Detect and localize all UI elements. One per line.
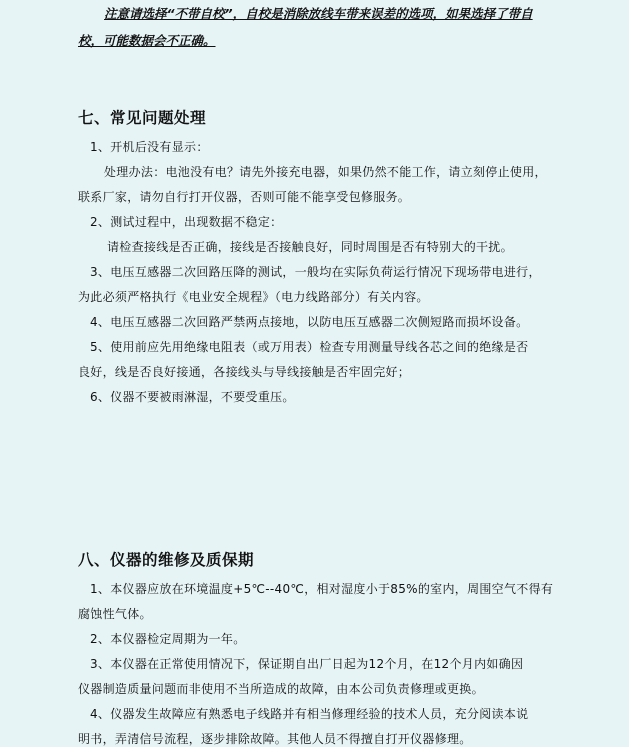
section-8-item-3: 3、本仪器在正常使用情况下，保证期自出厂日起为12个月，在12个月内如确因 — [90, 657, 524, 671]
note-line-2: 校，可能数据会不正确。 — [78, 33, 216, 48]
section-8-item-3-cont: 仪器制造质量问题而非使用不当所造成的故障，由本公司负责修理或更换。 — [78, 682, 484, 696]
section-7-item-2: 2、测试过程中，出现数据不稳定： — [90, 215, 283, 229]
section-8-item-1: 1、本仪器应放在环境温度+5℃--40℃，相对湿度小于85%的室内，周围空气不得有 — [90, 582, 554, 596]
section-7-item-2-solution: 请检查接线是否正确，接线是否接触良好，同时周围是否有特别大的干扰。 — [107, 240, 513, 254]
section-7-item-6: 6、仪器不要被雨淋湿，不要受重压。 — [90, 390, 295, 404]
section-8-item-4: 4、仪器发生故障应有熟悉电子线路并有相当修理经验的技术人员，充分阅读本说 — [90, 707, 529, 721]
self-calibration-note — [78, 0, 578, 54]
section-7-item-1-solution-cont: 联系厂家，请勿自行打开仪器，否则可能不能享受包修服务。 — [78, 190, 411, 204]
section-8-item-2: 2、本仪器检定周期为一年。 — [90, 632, 246, 646]
section-7-heading: 七、常见问题处理 — [78, 109, 207, 127]
section-7-item-1-solution: 处理办法：电池没有电？请先外接充电器，如果仍然不能工作，请立刻停止使用， — [104, 165, 547, 179]
section-8-item-1-cont: 腐蚀性气体。 — [78, 607, 152, 621]
section-7-item-4: 4、电压互感器二次回路严禁两点接地，以防电压互感器二次侧短路而损坏设备。 — [90, 315, 529, 329]
note-line-1: 注意请选择“不带自校”，自校是消除放线车带来误差的选项，如果选择了带自 — [104, 6, 533, 21]
section-7-item-3-cont: 为此必须严格执行《电业安全规程》（电力线路部分）有关内容。 — [78, 290, 429, 304]
section-7-item-1: 1、开机后没有显示： — [90, 140, 209, 154]
section-7-item-5-cont: 良好，线是否良好接通，各接线头与导线接触是否牢固完好； — [78, 365, 411, 379]
section-8-item-4-cont: 明书，弄清信号流程，逐步排除故障。其他人员不得擅自打开仪器修理。 — [78, 732, 472, 746]
section-8-heading: 八、仪器的维修及质保期 — [78, 551, 255, 569]
section-7-item-5: 5、使用前应先用绝缘电阻表（或万用表）检查专用测量导线各芯之间的绝缘是否 — [90, 340, 529, 354]
section-7-item-3: 3、电压互感器二次回路压降的测试，一般均在实际负荷运行情况下现场带电进行， — [90, 265, 541, 279]
